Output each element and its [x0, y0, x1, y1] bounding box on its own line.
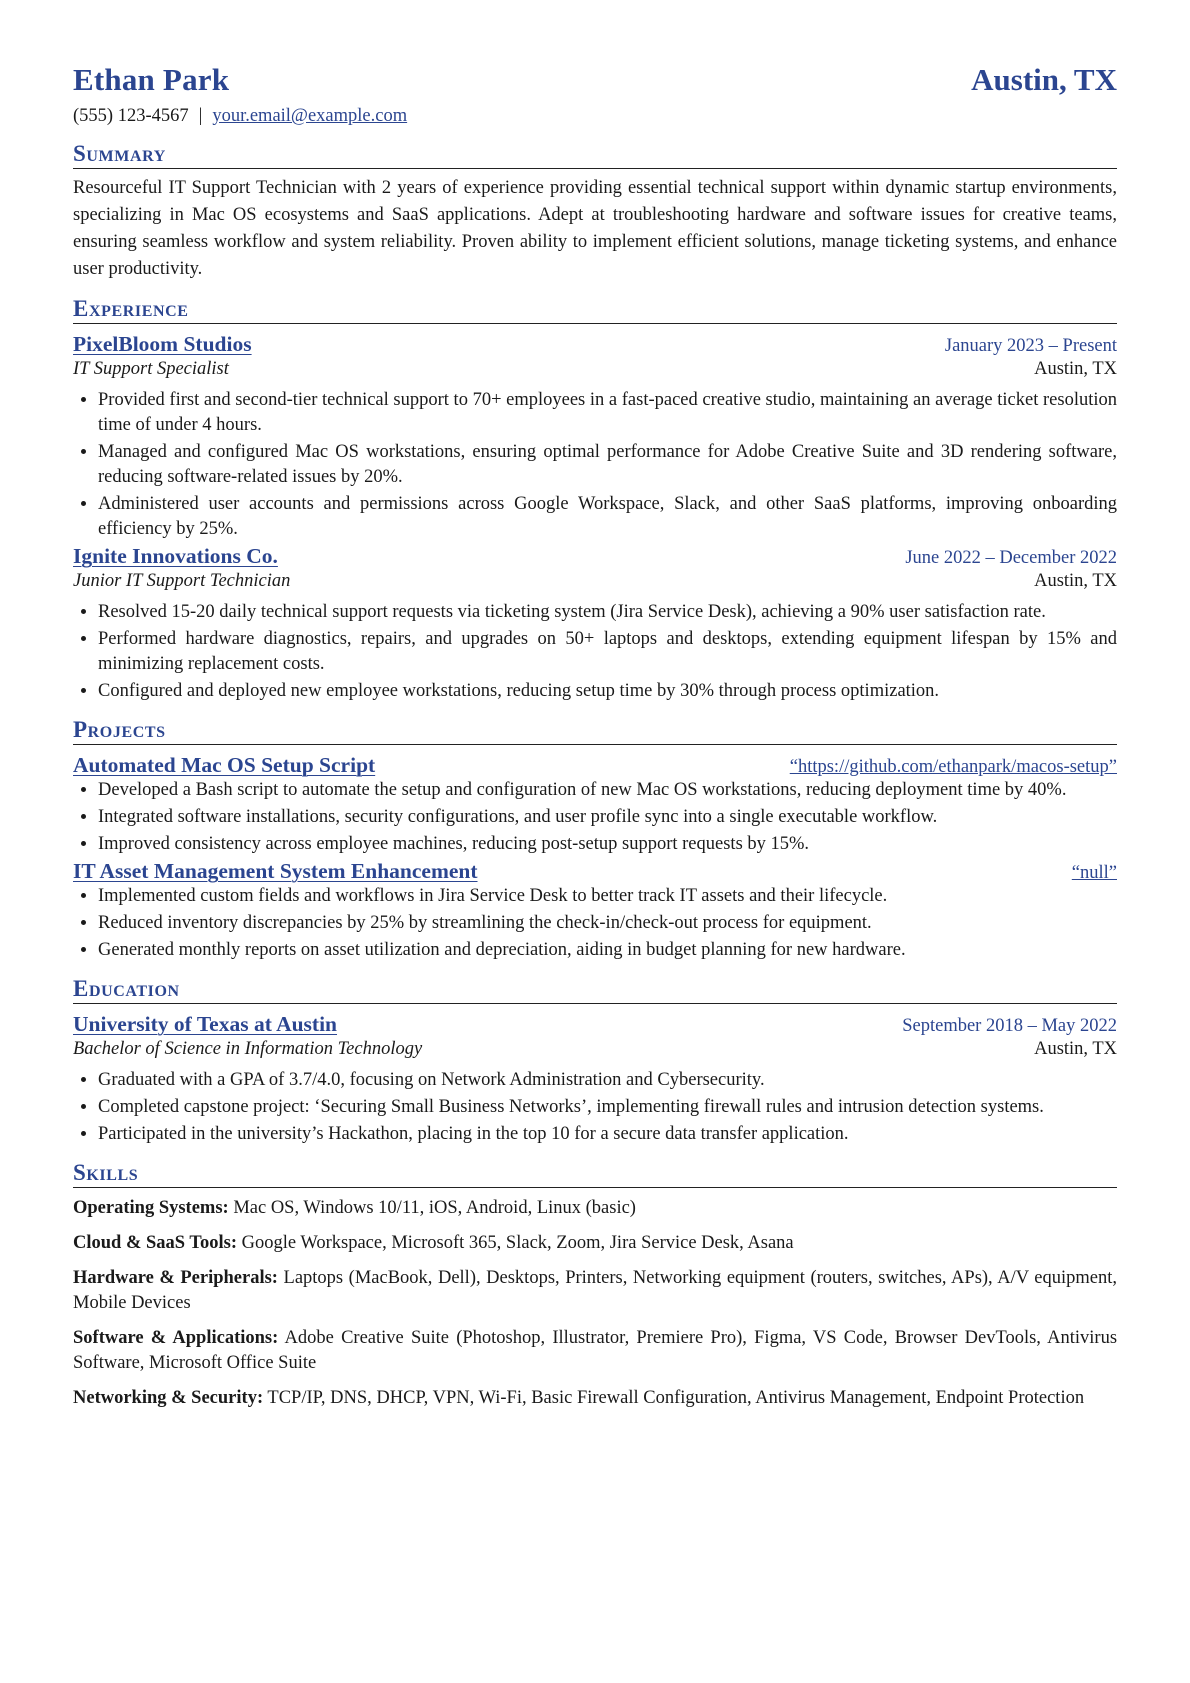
project-link[interactable]: “https://github.com/ethanpark/macos-setup” [789, 757, 1117, 777]
project-entry [73, 859, 1117, 963]
project-entry [73, 753, 1117, 857]
education-dates: September 2018 – May 2022 [902, 1016, 1117, 1036]
skill-category: Hardware & Peripherals: [73, 1268, 278, 1288]
bullet-list [73, 778, 1117, 857]
degree-title: Bachelor of Science in Information Technology [73, 1039, 423, 1059]
skill-row [73, 1231, 1117, 1256]
skill-category: Cloud & SaaS Tools: [73, 1233, 237, 1253]
skill-values: Google Workspace, Microsoft 365, Slack, Zoom, Jira Service Desk, Asana [241, 1233, 794, 1253]
skill-category: Operating Systems: [73, 1198, 229, 1218]
candidate-name: Ethan Park [73, 62, 230, 97]
skill-row [73, 1196, 1117, 1221]
section-title-projects: Projects [73, 716, 1117, 745]
list-item: • Performed hardware diagnostics, repairs, and upgrades on 50+ laptops and desktops, extending equipment lifespan by 15% and minimizing replacement costs. [98, 627, 1117, 677]
list-item: • Improved consistency across employee machines, reducing post-setup support requests by 15%. [98, 832, 1117, 857]
skill-row [73, 1386, 1117, 1411]
skill-values: Laptops (MacBook, Dell), Desktops, Printers, Networking equipment (routers, switches, APs), A/V equipment, Mobile Devices [73, 1268, 1117, 1313]
contact-line [73, 104, 1117, 128]
candidate-location: Austin, TX [971, 62, 1117, 97]
phone-number: (555) 123-4567 [73, 106, 189, 126]
section-title-summary: Summary [73, 140, 1117, 169]
list-item: • Provided first and second-tier technical support to 70+ employees in a fast-paced creative studio, maintaining an average ticket resolution time of under 4 hours. [98, 388, 1117, 438]
section-title-skills: Skills [73, 1159, 1117, 1188]
education-entry [73, 1012, 1117, 1147]
list-item: • Implemented custom fields and workflows in Jira Service Desk to better track IT assets and their lifecycle. [98, 884, 1117, 909]
project-name[interactable]: IT Asset Management System Enhancement [73, 859, 478, 883]
employer-name[interactable]: Ignite Innovations Co. [73, 544, 278, 568]
employment-dates: January 2023 – Present [944, 336, 1117, 356]
bullet-list [73, 884, 1117, 963]
employer-name[interactable]: PixelBloom Studios [73, 332, 252, 356]
resume-header [73, 62, 1117, 98]
contact-separator: | [198, 106, 203, 126]
bullet-list [73, 1068, 1117, 1147]
school-location: Austin, TX [1034, 1039, 1117, 1059]
list-item: • Resolved 15-20 daily technical support requests via ticketing system (Jira Service Desk), achieving a 90% user satisfaction rate. [98, 600, 1117, 625]
email-link[interactable]: your.email@example.com [212, 106, 408, 126]
summary-text: Resourceful IT Support Technician with 2 years of experience providing essential technical support within dynamic startup environments, specializing in Mac OS ecosystems and SaaS applications. Adept at troubleshooting hardware and software issues for creative teams, ensuring seamless workflow and system reliability. Proven ability to implement efficient solutions, manage ticketing systems, and enhance user productivity. [73, 178, 1117, 279]
list-item: • Administered user accounts and permissions across Google Workspace, Slack, and other SaaS platforms, improving onboarding efficiency by 25%. [98, 492, 1117, 542]
list-item: • Developed a Bash script to automate the setup and configuration of new Mac OS workstations, reducing deployment time by 40%. [98, 778, 1117, 803]
job-title: Junior IT Support Technician [73, 571, 291, 591]
skill-category: Software & Applications: [73, 1328, 279, 1348]
experience-entry [73, 332, 1117, 542]
job-title: IT Support Specialist [73, 359, 229, 379]
list-item: • Participated in the university’s Hackathon, placing in the top 10 for a secure data transfer application. [98, 1122, 1117, 1147]
list-item: • Configured and deployed new employee workstations, reducing setup time by 30% through process optimization. [98, 679, 1117, 704]
list-item: • Generated monthly reports on asset utilization and depreciation, aiding in budget planning for new hardware. [98, 938, 1117, 963]
section-title-education: Education [73, 975, 1117, 1004]
project-name[interactable]: Automated Mac OS Setup Script [73, 753, 376, 777]
list-item: • Managed and configured Mac OS workstations, ensuring optimal performance for Adobe Creative Suite and 3D rendering software, reducing software-related issues by 20%. [98, 440, 1117, 490]
skill-row [73, 1266, 1117, 1316]
experience-entry [73, 544, 1117, 704]
skill-row [73, 1326, 1117, 1376]
list-item: • Completed capstone project: ‘Securing Small Business Networks’, implementing firewall rules and intrusion detection systems. [98, 1095, 1117, 1120]
skill-values: Adobe Creative Suite (Photoshop, Illustrator, Premiere Pro), Figma, VS Code, Browser DevTools, Antivirus Software, Microsoft Office Suite [73, 1328, 1118, 1373]
employment-dates: June 2022 – December 2022 [905, 548, 1117, 568]
job-location: Austin, TX [1034, 571, 1117, 591]
list-item: • Graduated with a GPA of 3.7/4.0, focusing on Network Administration and Cybersecurity. [98, 1068, 1117, 1093]
job-location: Austin, TX [1034, 359, 1117, 379]
bullet-list [73, 388, 1117, 542]
section-title-experience: Experience [73, 295, 1117, 324]
school-name[interactable]: University of Texas at Austin [73, 1012, 338, 1036]
skill-values: TCP/IP, DNS, DHCP, VPN, Wi-Fi, Basic Firewall Configuration, Antivirus Management, Endpoint Protection [267, 1388, 1085, 1408]
skill-values: Mac OS, Windows 10/11, iOS, Android, Linux (basic) [233, 1198, 636, 1218]
list-item: • Integrated software installations, security configurations, and user profile sync into a single executable workflow. [98, 805, 1117, 830]
bullet-list [73, 600, 1117, 704]
project-link[interactable]: “null” [1071, 863, 1117, 883]
list-item: • Reduced inventory discrepancies by 25% by streamlining the check-in/check-out process for equipment. [98, 911, 1117, 936]
skill-category: Networking & Security: [73, 1388, 264, 1408]
